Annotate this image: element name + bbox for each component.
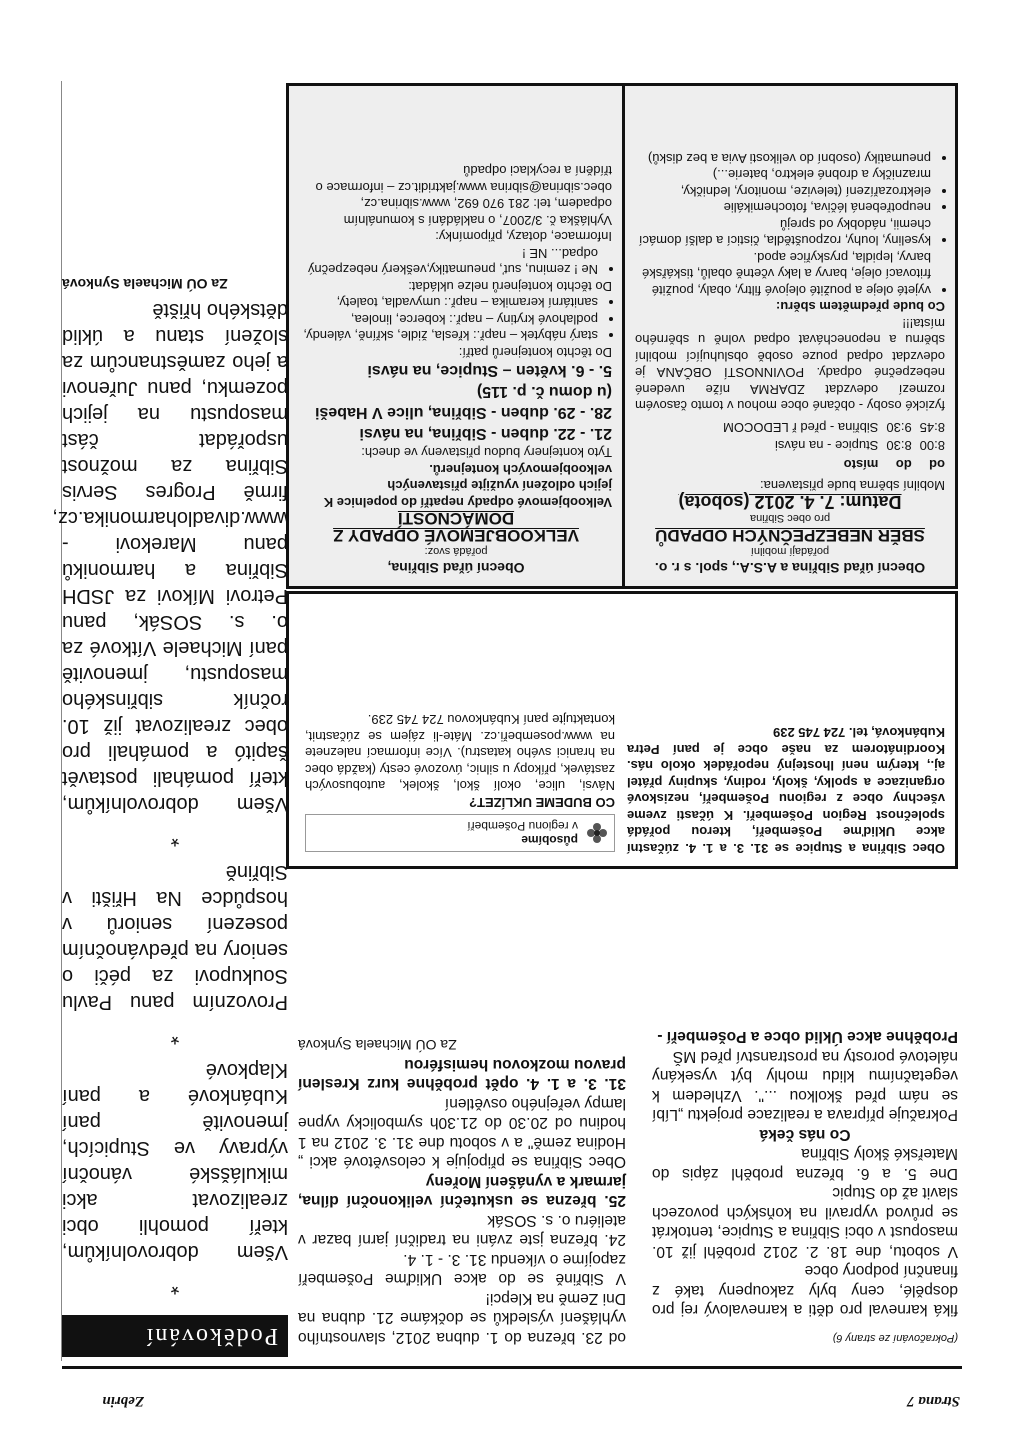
collection-date: 28. - 29. duben - Sibřina, ulice V Habeši (u domu č. p. 115)	[315, 383, 612, 421]
hazardous-waste-panel	[622, 86, 955, 586]
paragraph: Všem dobrovolníkům, kteří pomohli obci zrealizovat akci mikulášské vánoční výpravy ve Stupicích, jmenovitě paní Kubánkové a paní Klapkové	[62, 1059, 288, 1263]
list-item: • starý nábytek – např.: křesla, židle, skříně, válendy,	[300, 327, 598, 344]
paragraph: Tyto kontejnery budou přistaveny ve dnech:	[361, 445, 612, 461]
box-heading: CO BUDEME UKLÍZET?	[469, 795, 615, 810]
subtitle: pořádají mobilní	[750, 545, 830, 558]
table-cell: 8:45	[919, 420, 945, 435]
list-item: • sanitární keramika – např.: umyvadla, toalety,	[300, 294, 598, 311]
organizer: Obecní úřad Sibřina a A.S.A., spol. s r. o.	[654, 560, 926, 576]
allowed-list	[300, 294, 612, 344]
cleanup-left	[627, 724, 945, 856]
list-item: • kyseliny, louhy, rozpouštědla, čisticí a další domácí chemii, nádobky od sprejů	[635, 216, 931, 249]
signature: Za OÚ Michaela Synková	[298, 1037, 457, 1054]
paragraph: V Sibřině se do akce Ukliďme Pošembeří zapojíme o víkendu 31. 3. - 1. 4.	[298, 1251, 626, 1288]
table-cell: 8:30	[886, 438, 912, 454]
organizer: Obecní úřad Sibřina,	[387, 560, 525, 576]
article-title: Poděkování	[62, 1315, 288, 1357]
list-item: • Ne ! zeminu, suť, pneumatiky,veškerý nebezpečný odpad... NE !	[300, 245, 598, 278]
region-logo	[305, 814, 615, 852]
logo-line: působíme	[521, 833, 578, 847]
paragraph: Mobilní sběrna bude přistavena:	[759, 478, 945, 494]
section-heading: Co nás čeká	[759, 1126, 851, 1143]
paragraph: 31. 3. a 1. 4. opět proběhne kurz Kreslení pravou mozkovou hemisférou	[298, 1056, 626, 1093]
table-cell: 9:30	[886, 420, 912, 435]
publication-name: Zebrin	[102, 1393, 144, 1409]
flower-icon	[586, 822, 608, 844]
signature: Za OÚ Michaela Synková	[62, 276, 228, 292]
paragraph: Do těchto kontejnerů patří:	[458, 345, 612, 360]
paragraph: Do těchto kontejnerů nelze ukládat:	[408, 279, 612, 294]
table-row	[715, 436, 945, 455]
forbidden-list	[300, 245, 612, 278]
table-header: od	[929, 457, 945, 472]
paragraph: Informace, dotazy, připomínky:	[435, 229, 612, 245]
paragraph: Pokračuje příprava a realizace projektu „Líbí se nám před školkou ...". Vzhledem k vegetačnímu klidu mohly být vysekány náletové porosty na prostranství před MŠ	[652, 1048, 958, 1124]
list-item: • pneumatiky (osobní do velikosti Avia a bez disků)	[635, 150, 931, 167]
subtitle: pro obec Sibřina	[749, 512, 831, 525]
paragraph: Co bude předmětem sběru:	[775, 299, 945, 315]
paragraph: fyzické osoby - občané obce mohou v tomto časovém rozmezí odevzdat ZDARMA níže uvedené nebezpečné odpady. POVINNOSTÍ OBČANA je odevzdat odpad pouze osobě obsluhující mobilní sběrnu a neponechávat odpad volně u sběrného místa!!!	[635, 316, 945, 414]
paragraph: 24. března jste zváni na tradiční jarní bazar v ateliéru o. s. SOSák	[298, 1212, 626, 1249]
left-column	[652, 1027, 958, 1347]
table-cell: Stupice - na návsi	[775, 438, 879, 454]
paragraph: Vyhláška č. 3/2007, o nakládání s komunálním odpadem, tel: 281 970 692, www.sibrina.cz, obec.sibrina@sibrina www.jaktridit.cz – informace o třídění a recyklaci odpadů	[315, 163, 612, 228]
logo-line: v regionu Pošembeří	[467, 819, 578, 833]
paragraph: 25. března se uskuteční velikonoční dílna, jarmark a vynášení Mořeny	[298, 1173, 626, 1210]
table-header: místo	[843, 457, 879, 472]
right-column	[52, 271, 288, 1357]
paragraph: Všem dobrovolníkům, kteří pomáhali postavět šapitó a pomáhali pro obec zrealizovat již 10. ročník sibřinského masopustu, jmenovitě paní Michaele Vítkové za o. s. SOSák, panu Petrovi Míkovi za JSDH Sibřina a harmoniků panu Marekovi - www.divadloharmonika.cz, firmě Progres Servis Sibřina za možnost uspořádat část masopustu na jejich pozemku, panu Juřenovi a jeho zaměstnancům za složení stanu a úklid dětského hřiště	[52, 299, 288, 815]
cleanup-right	[305, 711, 615, 856]
paragraph: od 23. března do 1. dubna 2012, slavnostního vyhlášení výsledků se dočkáme 21. dubna na Dni Země na Klepci!	[298, 1290, 626, 1346]
paragraph: Obec Sibřina a Stupice se 31. 3. a 1. 4. zúčastní akce Ukliďme Pošembeří, kterou pořádá společnost Region Pošembeří. K účasti zveme všechny obce z regionu Pošembeří, neziskové organizace a spolky, školy, rodiny, skupiny přátel aj., kterým není lhostejný nepořádek okolo nás. Koordinátorem za naše obce je paní Petra Kubánková, tel. 724 745 239	[627, 725, 945, 856]
paragraph: Dne 5. a 6. března proběhl zápis do Mateřské školy Sibřina	[652, 1145, 958, 1182]
list-item: • elektrozařízení (televize, monitory, ledničky, mrazničky a drobné elektro, baterie...)	[635, 166, 931, 199]
separator-star: *	[170, 1274, 180, 1299]
table-cell: Sibřina - před ř LEDOCOM	[723, 420, 879, 435]
continuation-note: (Pokračování ze strany 6)	[832, 1332, 958, 1344]
waste-list	[635, 150, 945, 299]
event-date: Datum: 7. 4. 2012 (sobota)	[678, 492, 902, 512]
list-item: • vyjeté oleje a použité olejové filtry, obaly, použité fritovací oleje, barvy a laky včetně obalů, tiskářské barvy, lepidla, pryskyřice apod.	[635, 249, 931, 299]
collection-date: 21. - 22. duben - Sibřina, na návsi	[359, 425, 612, 442]
table-cell: 8:00	[919, 438, 945, 454]
separator-star: *	[170, 1024, 180, 1049]
list-item: • podlahové krytiny – např.: koberce, linolea,	[300, 311, 598, 328]
waste-box	[286, 83, 958, 589]
separator-star: *	[170, 826, 180, 851]
table-header: do	[895, 457, 912, 472]
cleanup-box	[286, 591, 958, 869]
list-item: • neupotřebená léčiva, fotochemikálie	[635, 199, 931, 216]
paragraph: Návsi, ulice, okolí škol, školek, autobusových zastávek, příkopy u silnic, úvozové cesty (každá obec na hranici svého katastru). Více informací naleznete na www.posembeři.cz. Máte-li zájem se zúčastnit, kontaktujte paní Kubánkovou 724 745 239.	[305, 712, 615, 794]
table-row	[715, 418, 945, 437]
middle-column	[298, 1035, 626, 1347]
bulky-waste-panel	[289, 86, 622, 586]
collection-date: 5. - 6. květen – Stupice, na návsi	[367, 362, 612, 379]
paragraph: Proběhne akce Úklid obce a Pošembeří -	[657, 1028, 958, 1046]
header-rule	[62, 1366, 962, 1369]
panel-title: SBĚR NEBEZPEČNÝCH ODPADŮ	[655, 526, 925, 545]
paragraph: fiká karneval pro děti a karnevalový rej pro dospělé, ceny byly zakoupeny také z finanční podpory obce	[652, 1262, 958, 1319]
paragraph: Velkoobjemové odpady nepatří do popelnice K jejich odložení využijte přistavených velkoobjemových kontejnerů.	[323, 462, 612, 510]
subtitle: pořádá svoz:	[424, 545, 488, 558]
paragraph: Provozním panu Pavlu Soukupovi za péči o seniory na předvánočním posezení seniorů v hospůdce Na Hřišti v Sibřině	[62, 861, 288, 1013]
schedule-table	[715, 418, 945, 474]
panel-title: VELKOOBJEMOVÉ ODPADY Z DOMÁCNOSTÍ	[333, 509, 579, 545]
page-number: Strana 7	[907, 1393, 960, 1409]
paragraph: Obec Sibřina se připojuje k celosvětové akci „ Hodina země" a v sobotu dne 31. 3. 2012 na 1 hodinu od 20.30 do 21.30h symbolicky vypne lampy veřejného osvětlení	[298, 1095, 626, 1171]
paragraph: V sobotu, dne 18. 2. 2012 proběhl již 10. masopust v obci Sibřina a Stupice, tentokrát se průvod vypravil na koňských povozech slavit až do Stupic	[652, 1184, 958, 1260]
